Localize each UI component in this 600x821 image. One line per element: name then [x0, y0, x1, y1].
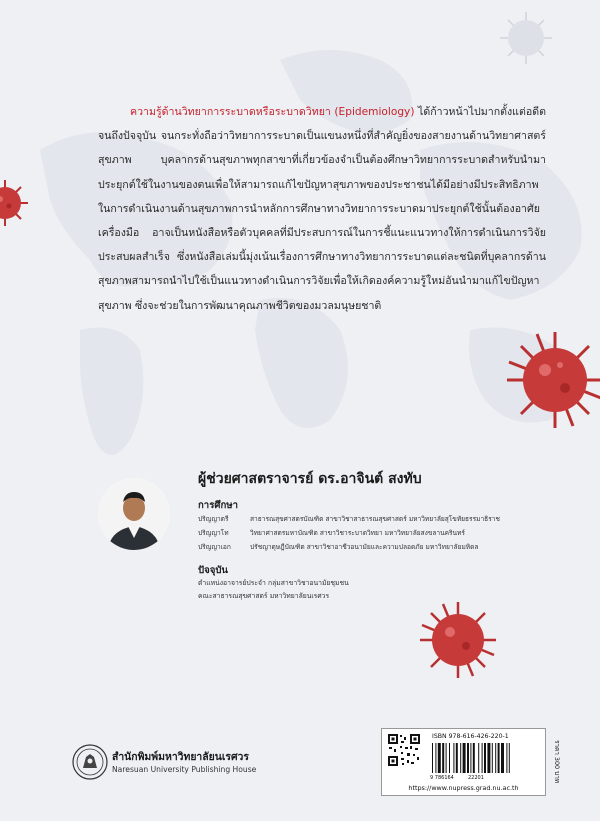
- author-name: ผู้ช่วยศาสตราจารย์ ดร.อาจินต์ สงทับ: [198, 471, 422, 487]
- virus-icon: [498, 10, 554, 66]
- degree-detail: วิทยาศาสตรมหาบัณฑิต สาขาวิชาระบาดวิทยา มหาวิทยาลัยสงขลานครินทร์: [250, 529, 465, 537]
- barcode-digits-left: 9 786164: [430, 775, 454, 781]
- price-label: [550, 742, 564, 784]
- isbn-barcode-box: [381, 728, 546, 790]
- virus-icon: [0, 178, 30, 228]
- degree-label: ปริญญาตรี: [198, 515, 229, 523]
- education-row: [198, 513, 500, 524]
- summary-highlight: ความรู้ด้านวิทยาการระบาดหรือระบาดวิทยา (Epidemiology): [130, 106, 415, 118]
- barcode-digits-mid: 22201: [468, 775, 484, 781]
- publisher-name-thai: สำนักพิมพ์มหาวิทยาลัยนเรศวร: [112, 751, 249, 763]
- author-photo: [98, 478, 170, 550]
- degree-detail: ปรัชญาดุษฎีบัณฑิต สาขาวิชาอาชีวอนามัยและความปลอดภัย มหาวิทยาลัยมหิดล: [250, 543, 479, 551]
- summary-body: ได้ก้าวหน้าไปมากตั้งแต่อดีตจนถึงปัจจุบัน จนกระทั่งถือว่าวิทยาการระบาดเป็นแขนงหนึ่งที่สำคัญยิ่งของสายงานด้านวิทยาศาสตร์สุขภาพ บุคลากรด้านสุขภาพทุกสาขาที่เกี่ยวข้องจำเป็นต้องศึกษาวิทยาการระบาดสำหรับนำมาประยุกต์ใช้ในงานของตนเพื่อให้สามารถแก้ไขปัญหาสุขภาพของประชาชนได้มีอย่างมีประสิทธิภาพ ในการดำเนินงานด้านสุขภาพการนำหลักการศึกษาทางวิทยาการระบาดมาประยุกต์ใช้นั้นต้องอาศัยเครื่องมือ อาจเป็นหนังสือหรือตัวบุคคลที่มีประสบการณ์ในการชี้แนะแนวทางให้การดำเนินการวิจัยประสบผลสำเร็จ ซึ่งหนังสือเล่มนี้มุ่งเน้นเรื่องการศึกษาทางวิทยาการระบาดแต่ละชนิดที่บุคลากรด้านสุขภาพสามารถนำไปใช้เป็นแนวทางดำเนินการวิจัยเพื่อให้เกิดองค์ความรู้ใหม่อันนำมาแก้ไขปัญหาสุขภาพ ซึ่งจะช่วยในการพัฒนาคุณภาพชีวิตของมวลมนุษยชาติ: [98, 106, 546, 312]
- isbn-number: ISBN 978-616-426-220-1: [432, 733, 509, 740]
- education-row: [198, 541, 478, 552]
- education-row: [198, 527, 465, 538]
- current-position-line: ตำแหน่งอาจารย์ประจำ กลุ่มสาขาวิชาอนามัยชุมชน: [198, 579, 349, 587]
- virus-icon: [418, 600, 498, 680]
- current-position-label: ปัจจุบัน: [198, 565, 228, 576]
- publisher-url: https://www.nupress.grad.nu.ac.th: [381, 782, 546, 796]
- university-seal-icon: [72, 744, 108, 780]
- degree-label: ปริญญาโท: [198, 529, 229, 537]
- publisher-name-english: Naresuan University Publishing House: [112, 765, 257, 774]
- education-label: การศึกษา: [198, 500, 238, 511]
- barcode-icon: [430, 743, 540, 773]
- virus-icon: [505, 330, 600, 430]
- degree-label: ปริญญาเอก: [198, 543, 231, 551]
- degree-detail: สาธารณสุขศาสตรบัณฑิต สาขาวิชาสาธารณสุขศาสตร์ มหาวิทยาลัยสุโขทัยธรรมาธิราช: [250, 515, 500, 523]
- back-cover-summary: [98, 100, 546, 318]
- price-text: ราคา 300 บาท: [553, 740, 561, 784]
- current-position-line: คณะสาธารณสุขศาสตร์ มหาวิทยาลัยนเรศวร: [198, 592, 330, 600]
- qr-code-icon: [387, 733, 421, 767]
